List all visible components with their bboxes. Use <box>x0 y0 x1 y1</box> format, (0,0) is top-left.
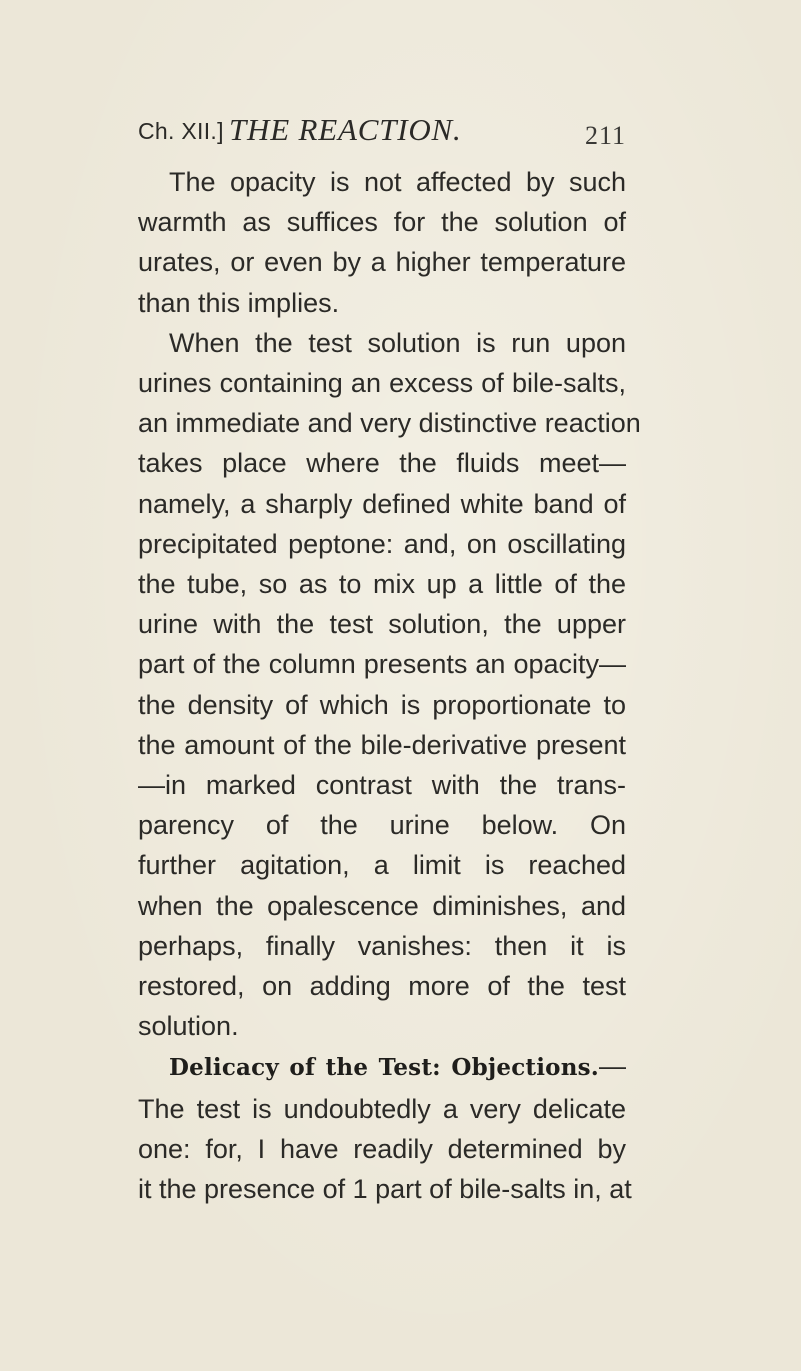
text-line: When the test solution is run upon <box>169 327 626 358</box>
running-head <box>138 112 626 158</box>
text-line: restored, on adding more of the test <box>138 971 626 1002</box>
text-line: part of the column presents an opacity— <box>138 649 626 680</box>
text-line: solution. <box>138 1011 239 1042</box>
text-line: the amount of the bile-derivative present <box>138 729 626 760</box>
section-heading: Delicacy of the Test: Objections. <box>169 1054 599 1082</box>
text-line: the tube, so as to mix up a little of the <box>138 569 626 600</box>
text-line: precipitated peptone: and, on oscillating <box>138 528 626 559</box>
text-line: —in marked contrast with the trans- <box>138 770 626 801</box>
running-title: THE REACTION. <box>229 112 462 147</box>
paragraph-reaction <box>138 323 641 1047</box>
chapter-reference: Ch. XII.] <box>138 118 224 144</box>
text-line: urates, or even by a higher temperature <box>138 247 626 278</box>
text-line: The opacity is not affected by such <box>169 167 626 197</box>
text-line: when the opalescence diminishes, and <box>138 890 626 921</box>
paragraph-delicacy <box>138 1046 632 1209</box>
page-number: 211 <box>584 121 626 150</box>
text-line: the density of which is proportionate to <box>138 689 626 720</box>
text-line: further agitation, a limit is reached <box>138 850 626 881</box>
text-line: an immediate and very distinctive reaction <box>138 408 641 439</box>
text-line: warmth as suffices for the solution of <box>138 207 626 238</box>
body-text <box>138 162 641 1209</box>
text-line: The test is undoubtedly a very delicate <box>138 1093 626 1124</box>
text-line: perhaps, finally vanishes: then it is <box>138 930 626 961</box>
text-line: urines containing an excess of bile-salts, <box>138 368 626 399</box>
text-line: takes place where the fluids meet— <box>138 448 626 479</box>
heading-dash: — <box>599 1051 626 1082</box>
text-line: than this implies. <box>138 287 340 318</box>
section-heading-line <box>138 1046 626 1088</box>
text-line: one: for, I have readily determined by <box>138 1133 626 1164</box>
text-line: it the presence of 1 part of bile-salts in, at <box>138 1174 632 1205</box>
text-line: parency of the urine below. On <box>138 810 626 841</box>
paragraph-opacity <box>138 162 626 323</box>
text-line: namely, a sharply defined white band of <box>138 488 626 519</box>
text-line: urine with the test solution, the upper <box>138 609 626 640</box>
